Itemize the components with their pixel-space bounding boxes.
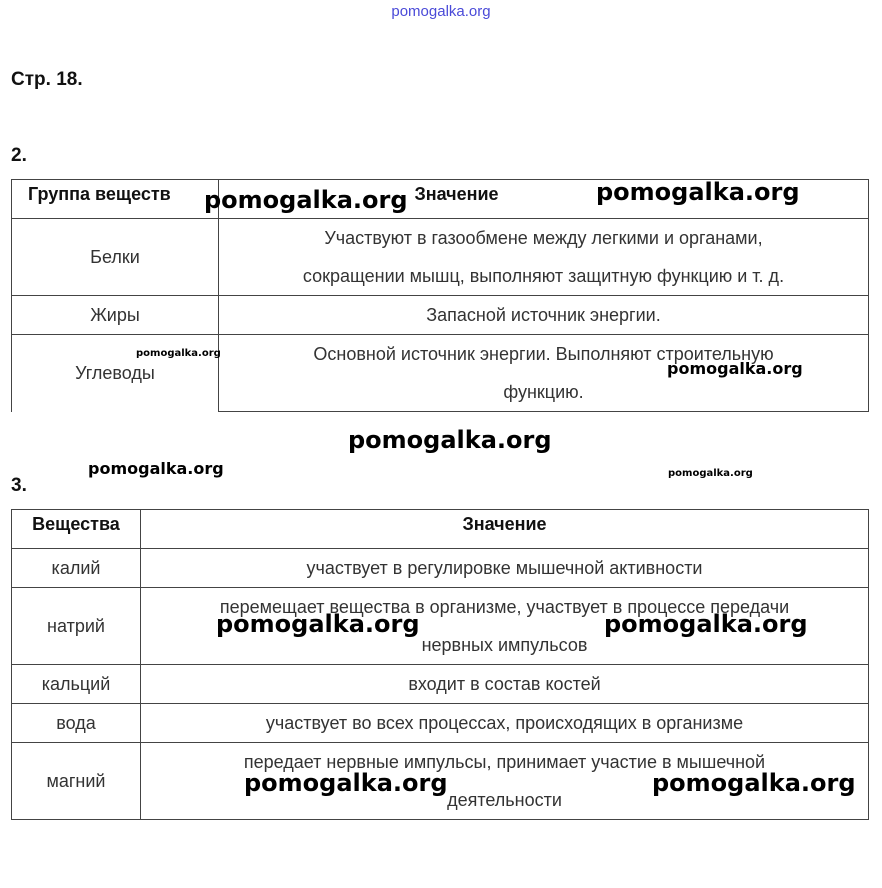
group-cell: Белки — [12, 219, 219, 296]
watermark: pomogalka.org — [596, 178, 800, 206]
group-cell: Углеводы — [12, 335, 219, 412]
meaning-cell: участвует во всех процессах, происходящих в организме — [141, 704, 869, 743]
meaning-cell: Запасной источник энергии. — [219, 296, 869, 335]
table-row — [12, 665, 869, 704]
meaning-cell: участвует в регулировке мышечной активности — [141, 549, 869, 588]
meaning-line: передает нервные импульсы, принимает участие в мышечной — [243, 752, 766, 772]
meaning-line: нервных импульсов — [421, 635, 588, 655]
watermark: pomogalka.org — [136, 348, 221, 359]
watermark: pomogalka.org — [348, 426, 552, 454]
page-label: Стр. 18. — [11, 69, 83, 90]
substance-cell: магний — [12, 743, 141, 820]
substance-cell: натрий — [12, 588, 141, 665]
watermark: pomogalka.org — [244, 769, 448, 797]
substance-cell: калий — [12, 549, 141, 588]
meaning-line: Основной источник энергии. Выполняют строительную — [313, 344, 774, 364]
column-header-substances: Вещества — [12, 510, 141, 549]
watermark: pomogalka.org — [216, 610, 420, 638]
table-row — [12, 704, 869, 743]
meaning-line: деятельности — [447, 790, 562, 810]
meaning-line: сокращении мышц, выполняют защитную функцию и т. д. — [302, 266, 785, 286]
table-row — [12, 296, 869, 335]
watermark: pomogalka.org — [668, 468, 753, 479]
task-3-number: 3. — [11, 475, 27, 496]
watermark: pomogalka.org — [604, 610, 808, 638]
watermark: pomogalka.org — [667, 359, 803, 378]
watermark: pomogalka.org — [204, 186, 408, 214]
table-row — [12, 549, 869, 588]
substance-cell: кальций — [12, 665, 141, 704]
column-header-meaning: Значение — [219, 180, 869, 219]
watermark: pomogalka.org — [88, 459, 224, 478]
meaning-cell: входит в состав костей — [141, 665, 869, 704]
meaning-cell — [219, 219, 869, 296]
meaning-line: Участвуют в газообмене между легкими и органами, — [324, 228, 763, 248]
watermark: pomogalka.org — [652, 769, 856, 797]
meaning-line: перемещает вещества в организме, участвует в процессе передачи — [219, 597, 790, 617]
column-header-meaning: Значение — [141, 510, 869, 549]
header-watermark: pomogalka.org — [391, 3, 491, 20]
table-header-row — [12, 510, 869, 549]
table-row — [12, 219, 869, 296]
task-2-number: 2. — [11, 145, 27, 166]
column-header-group: Группа веществ — [12, 180, 219, 219]
substance-cell: вода — [12, 704, 141, 743]
group-cell: Жиры — [12, 296, 219, 335]
meaning-line: функцию. — [503, 382, 584, 402]
